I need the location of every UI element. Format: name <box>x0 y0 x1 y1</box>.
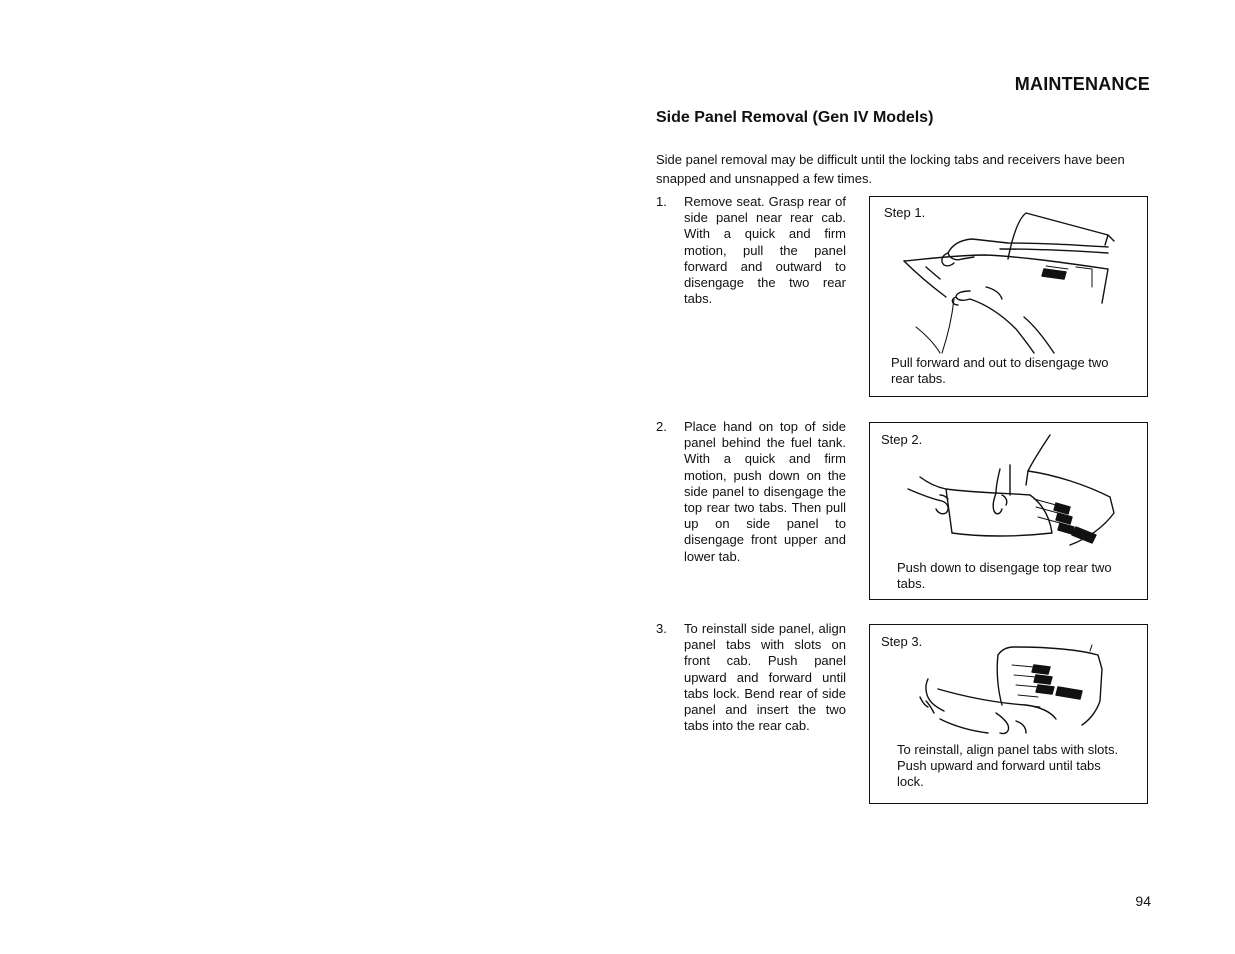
step-2-figure <box>869 422 1148 600</box>
step-3-figure-label: Step 3. <box>881 634 923 649</box>
step-1-text: Remove seat. Grasp rear of side panel near rear cab. With a quick and firm motion, pull the panel forward and outward to disengage the two rear tabs. <box>684 194 846 307</box>
intro-paragraph: Side panel removal may be difficult until the locking tabs and receivers have been snapped and unsnapped a few times. <box>656 152 1125 186</box>
step-1-figure-caption: Pull forward and out to disengage two rear tabs. <box>891 355 1109 386</box>
step-1-number: 1. <box>656 194 667 209</box>
step-3-figure-caption: To reinstall, align panel tabs with slots. Push upward and forward until tabs lock. <box>897 742 1119 789</box>
step-3-text: To reinstall side panel, align panel tabs with slots on front cab. Push panel upward and forward until tabs lock. Bend rear of side panel and insert the two tabs into the rear cab. <box>684 621 846 734</box>
step-1-illustration <box>896 209 1146 354</box>
step-3-number: 3. <box>656 621 667 636</box>
step-3-figure <box>869 624 1148 804</box>
step-2-text: Place hand on top of side panel behind the fuel tank. With a quick and firm motion, push down on the side panel to disengage the top rear two tabs. Then pull up on side panel to disengage front upper and lower tab. <box>684 419 846 564</box>
step-2-instruction <box>656 419 846 565</box>
step-2-illustration <box>906 433 1126 551</box>
step-2-number: 2. <box>656 419 667 434</box>
page-number: 94 <box>1135 893 1151 909</box>
section-header: MAINTENANCE <box>1014 74 1150 94</box>
step-3-instruction <box>656 621 846 734</box>
page-title: Side Panel Removal (Gen IV Models) <box>656 109 934 126</box>
step-1-figure-label: Step 1. <box>884 205 926 220</box>
step-1-figure <box>869 196 1148 397</box>
step-1-instruction <box>656 194 846 307</box>
step-2-figure-caption: Push down to disengage top rear two tabs. <box>897 560 1112 591</box>
step-2-figure-label: Step 2. <box>881 432 923 447</box>
step-3-illustration <box>916 641 1116 739</box>
